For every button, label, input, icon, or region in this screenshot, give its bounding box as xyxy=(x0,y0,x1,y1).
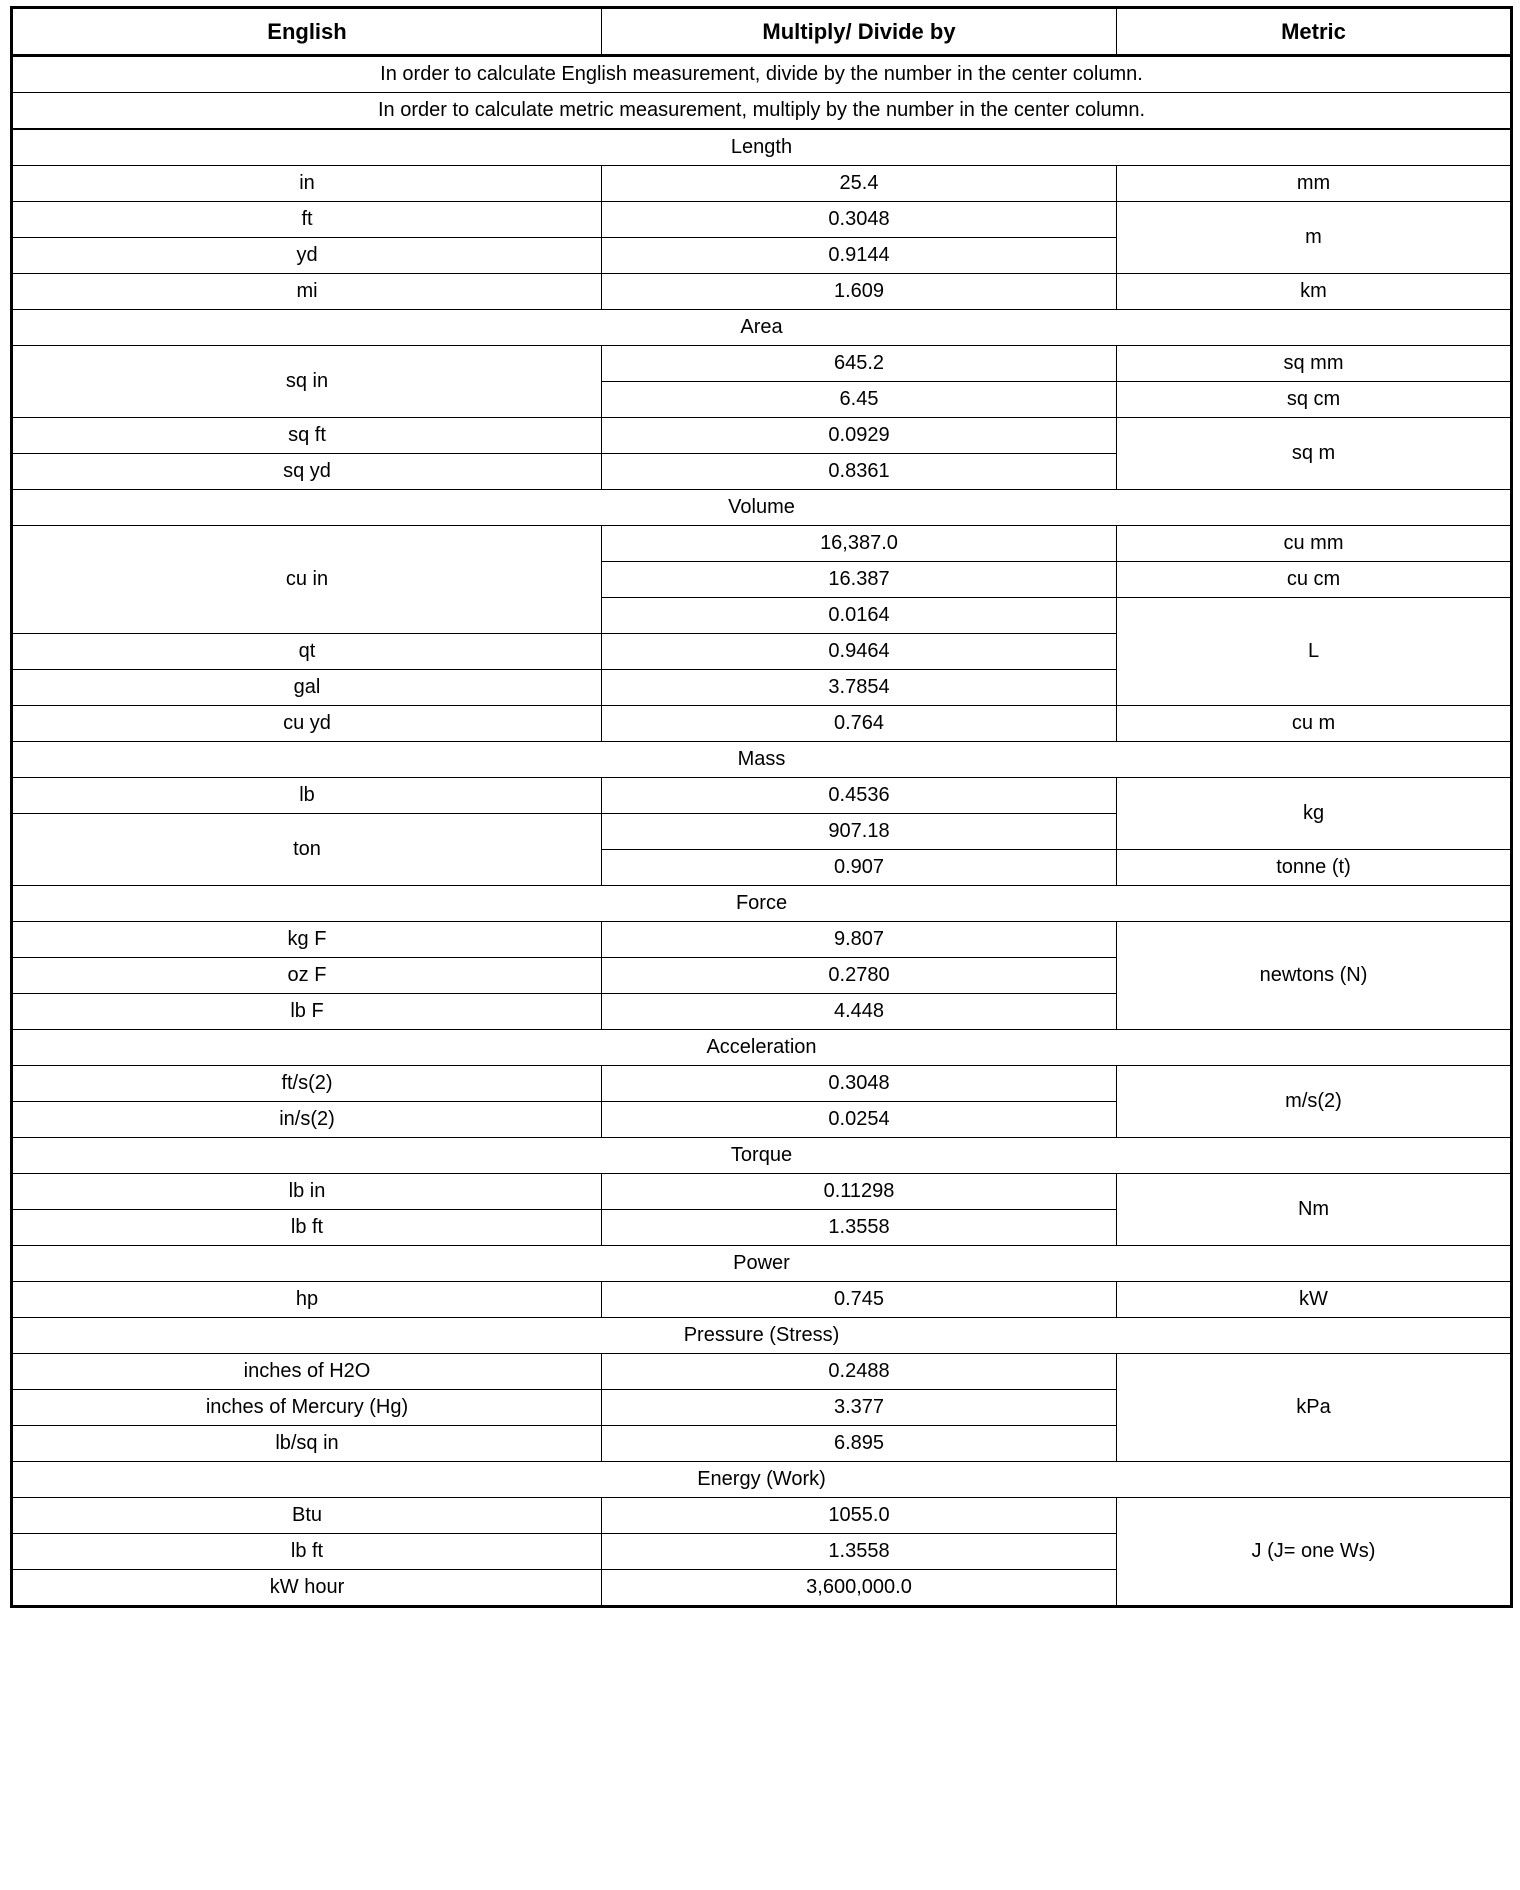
cell-multiply: 25.4 xyxy=(602,166,1117,202)
cell-multiply: 3,600,000.0 xyxy=(602,1570,1117,1607)
cell-multiply: 0.2488 xyxy=(602,1354,1117,1390)
cell-metric: m xyxy=(1117,202,1512,274)
table-row xyxy=(12,202,1512,238)
section-title-acceleration: Acceleration xyxy=(12,1030,1512,1066)
table-row xyxy=(12,418,1512,454)
note-row xyxy=(12,93,1512,130)
cell-multiply: 0.3048 xyxy=(602,1066,1117,1102)
cell-multiply: 0.0164 xyxy=(602,598,1117,634)
cell-metric: L xyxy=(1117,598,1512,706)
cell-multiply: 1.3558 xyxy=(602,1534,1117,1570)
cell-multiply: 0.0929 xyxy=(602,418,1117,454)
cell-multiply: 16.387 xyxy=(602,562,1117,598)
cell-english: oz F xyxy=(12,958,602,994)
cell-metric: tonne (t) xyxy=(1117,850,1512,886)
cell-english: yd xyxy=(12,238,602,274)
note-metric: In order to calculate metric measurement, multiply by the number in the center column. xyxy=(12,93,1512,130)
section-title-force: Force xyxy=(12,886,1512,922)
column-header-english: English xyxy=(12,8,602,56)
cell-metric: sq m xyxy=(1117,418,1512,490)
cell-english: cu yd xyxy=(12,706,602,742)
cell-english: lb ft xyxy=(12,1210,602,1246)
cell-english: cu in xyxy=(12,526,602,634)
section-row xyxy=(12,129,1512,166)
section-title-area: Area xyxy=(12,310,1512,346)
cell-english: ft/s(2) xyxy=(12,1066,602,1102)
table-row xyxy=(12,274,1512,310)
cell-metric: cu m xyxy=(1117,706,1512,742)
cell-english: inches of H2O xyxy=(12,1354,602,1390)
cell-multiply: 0.764 xyxy=(602,706,1117,742)
cell-multiply: 0.9464 xyxy=(602,634,1117,670)
cell-multiply: 0.11298 xyxy=(602,1174,1117,1210)
note-english: In order to calculate English measurement, divide by the number in the center column. xyxy=(12,56,1512,93)
table-header-row xyxy=(12,8,1512,56)
section-row xyxy=(12,1462,1512,1498)
cell-multiply: 3.377 xyxy=(602,1390,1117,1426)
cell-english: inches of Mercury (Hg) xyxy=(12,1390,602,1426)
section-row xyxy=(12,1318,1512,1354)
cell-multiply: 1055.0 xyxy=(602,1498,1117,1534)
cell-english: sq yd xyxy=(12,454,602,490)
cell-english: kg F xyxy=(12,922,602,958)
cell-english: mi xyxy=(12,274,602,310)
table-row xyxy=(12,922,1512,958)
cell-multiply: 0.0254 xyxy=(602,1102,1117,1138)
cell-english: lb in xyxy=(12,1174,602,1210)
section-title-length: Length xyxy=(12,129,1512,166)
cell-multiply: 0.4536 xyxy=(602,778,1117,814)
cell-english: in/s(2) xyxy=(12,1102,602,1138)
cell-metric: cu mm xyxy=(1117,526,1512,562)
cell-multiply: 645.2 xyxy=(602,346,1117,382)
cell-english: lb xyxy=(12,778,602,814)
cell-english: ton xyxy=(12,814,602,886)
table-row xyxy=(12,778,1512,814)
cell-metric: kW xyxy=(1117,1282,1512,1318)
cell-english: ft xyxy=(12,202,602,238)
cell-english: sq in xyxy=(12,346,602,418)
section-row xyxy=(12,1246,1512,1282)
cell-multiply: 6.45 xyxy=(602,382,1117,418)
cell-metric: kg xyxy=(1117,778,1512,850)
cell-multiply: 0.3048 xyxy=(602,202,1117,238)
section-row xyxy=(12,490,1512,526)
cell-multiply: 6.895 xyxy=(602,1426,1117,1462)
section-title-torque: Torque xyxy=(12,1138,1512,1174)
cell-multiply: 1.609 xyxy=(602,274,1117,310)
section-row xyxy=(12,886,1512,922)
cell-multiply: 0.907 xyxy=(602,850,1117,886)
cell-metric: cu cm xyxy=(1117,562,1512,598)
section-title-power: Power xyxy=(12,1246,1512,1282)
table-row xyxy=(12,346,1512,382)
cell-multiply: 3.7854 xyxy=(602,670,1117,706)
note-row xyxy=(12,56,1512,93)
column-header-metric: Metric xyxy=(1117,8,1512,56)
cell-english: lb ft xyxy=(12,1534,602,1570)
cell-multiply: 0.8361 xyxy=(602,454,1117,490)
column-header-multiply: Multiply/ Divide by xyxy=(602,8,1117,56)
cell-multiply: 907.18 xyxy=(602,814,1117,850)
section-row xyxy=(12,1138,1512,1174)
cell-metric: mm xyxy=(1117,166,1512,202)
cell-english: hp xyxy=(12,1282,602,1318)
cell-metric: newtons (N) xyxy=(1117,922,1512,1030)
cell-multiply: 9.807 xyxy=(602,922,1117,958)
table-row xyxy=(12,1066,1512,1102)
section-title-mass: Mass xyxy=(12,742,1512,778)
table-row xyxy=(12,526,1512,562)
section-title-volume: Volume xyxy=(12,490,1512,526)
table-row xyxy=(12,1174,1512,1210)
section-row xyxy=(12,1030,1512,1066)
cell-multiply: 4.448 xyxy=(602,994,1117,1030)
cell-multiply: 0.9144 xyxy=(602,238,1117,274)
cell-multiply: 16,387.0 xyxy=(602,526,1117,562)
cell-multiply: 1.3558 xyxy=(602,1210,1117,1246)
table-row xyxy=(12,1498,1512,1534)
cell-english: gal xyxy=(12,670,602,706)
cell-metric: km xyxy=(1117,274,1512,310)
table-row xyxy=(12,1282,1512,1318)
cell-metric: Nm xyxy=(1117,1174,1512,1246)
cell-multiply: 0.2780 xyxy=(602,958,1117,994)
cell-english: Btu xyxy=(12,1498,602,1534)
cell-metric: J (J= one Ws) xyxy=(1117,1498,1512,1607)
table-row xyxy=(12,166,1512,202)
section-row xyxy=(12,742,1512,778)
cell-metric: kPa xyxy=(1117,1354,1512,1462)
cell-english: kW hour xyxy=(12,1570,602,1607)
cell-metric: sq mm xyxy=(1117,346,1512,382)
cell-metric: sq cm xyxy=(1117,382,1512,418)
unit-conversion-table xyxy=(10,6,1513,1608)
cell-english: sq ft xyxy=(12,418,602,454)
section-row xyxy=(12,310,1512,346)
cell-english: qt xyxy=(12,634,602,670)
section-title-energy: Energy (Work) xyxy=(12,1462,1512,1498)
cell-multiply: 0.745 xyxy=(602,1282,1117,1318)
section-title-pressure: Pressure (Stress) xyxy=(12,1318,1512,1354)
cell-english: lb/sq in xyxy=(12,1426,602,1462)
cell-english: lb F xyxy=(12,994,602,1030)
cell-english: in xyxy=(12,166,602,202)
table-row xyxy=(12,706,1512,742)
cell-metric: m/s(2) xyxy=(1117,1066,1512,1138)
table-row xyxy=(12,1354,1512,1390)
